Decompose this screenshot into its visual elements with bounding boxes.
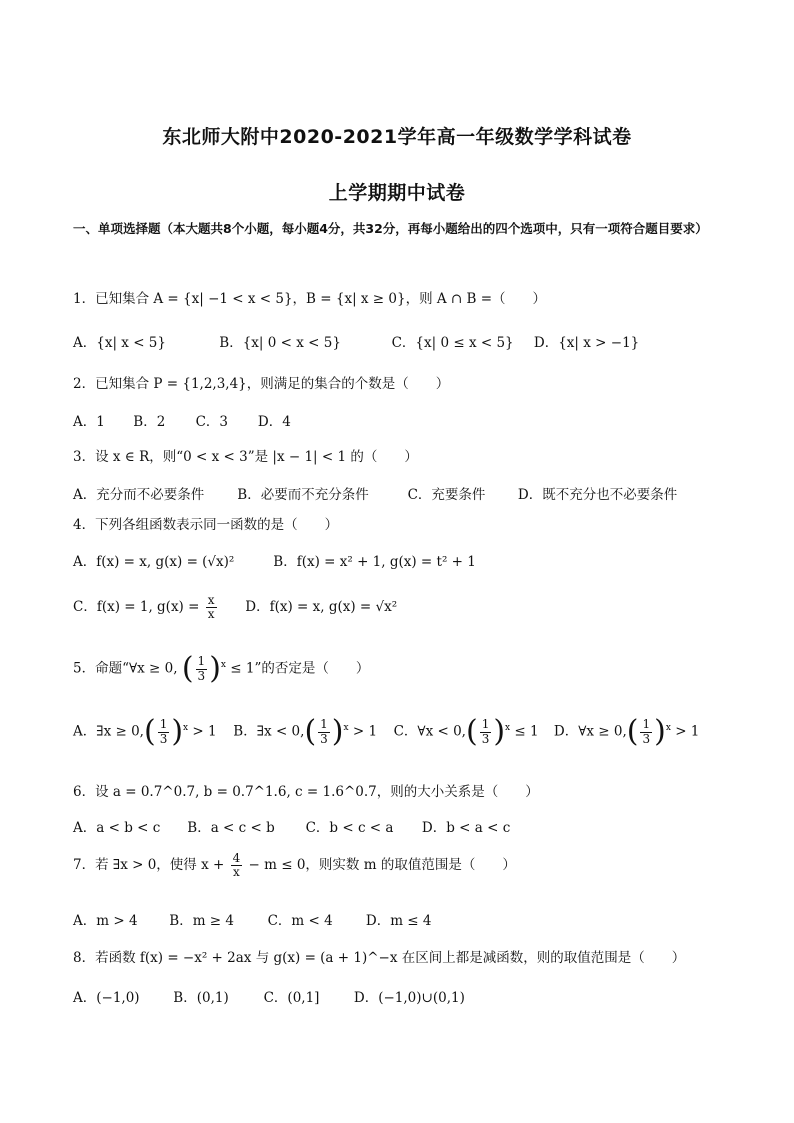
fraction-numerator: 1 (197, 654, 206, 669)
q7-option-a: A．m > 4 (73, 913, 138, 929)
exam-title: 东北师大附中2020-2021学年高一年级数学学科试卷 (162, 126, 632, 148)
question-1-stem: 1．已知集合 A = {x| −1 < x < 5}，B = {x| x ≥ 0}，则 A ∩ B =（ ） (73, 291, 547, 307)
fraction-denominator: x (207, 607, 215, 622)
q3-option-a: A．充分而不必要条件 (73, 487, 205, 503)
q3-option-d: D．既不充分也不必要条件 (517, 487, 678, 503)
q7-option-d: D．m ≤ 4 (365, 913, 432, 929)
question-6-stem: 6．设 a = 0.7^0.7, b = 0.7^1.6, c = 1.6^0.7，则的大小关系是（ ） (73, 784, 539, 800)
q5-option-d-post: > 1 (675, 723, 700, 740)
question-3-stem: 3．设 x ∈ R，则“0 < x < 3”是 |x − 1| < 1 的（ ） (73, 449, 418, 465)
q5-option-c-post: ≤ 1 (514, 723, 539, 740)
fraction-numerator: 1 (320, 717, 328, 732)
q5-option-a-fraction (158, 718, 170, 745)
q5-option-c (393, 714, 550, 749)
q5-stem-post: ≤ 1”的否定是（ ） (230, 660, 370, 677)
q4-option-a: A．f(x) = x, g(x) = (√x)² (73, 554, 235, 570)
q3-option-b: B．必要而不充分条件 (237, 487, 369, 503)
fraction-denominator: 3 (159, 731, 168, 746)
q2-option-c: C．3 (195, 414, 229, 430)
fraction-denominator: 3 (481, 731, 490, 746)
q5-option-b (233, 714, 389, 749)
question-8-options (73, 986, 733, 1006)
q5-option-d (553, 714, 700, 749)
fraction-numerator: 1 (642, 717, 651, 732)
q7-stem-post: − m ≤ 0，则实数 m 的取值范围是（ ） (248, 857, 516, 874)
fraction-numerator: 1 (159, 717, 168, 732)
left-paren: ( (181, 651, 194, 686)
exponent: x (343, 723, 349, 733)
left-paren: ( (304, 714, 317, 749)
question-8-stem: 8．若函数 f(x) = −x² + 2ax 与 g(x) = (a + 1)^−x 在区间上都是减函数，则的取值范围是（ ） (73, 950, 686, 966)
q7-option-b: B．m ≥ 4 (169, 913, 235, 929)
q4-option-c-fraction (206, 594, 217, 621)
q8-option-b: B．(0,1) (173, 990, 229, 1006)
right-paren: ) (654, 714, 666, 749)
q5-option-d-pre: D．∀x ≥ 0, (553, 723, 627, 740)
q7-fraction (231, 852, 243, 879)
q5-option-a-post: > 1 (192, 723, 217, 740)
exam-subtitle: 上学期期中试卷 (328, 182, 466, 204)
q6-option-d: D．b < a < c (421, 820, 511, 836)
fraction-denominator: 3 (320, 731, 328, 746)
q8-option-d: D．(−1,0)∪(0,1) (353, 990, 465, 1006)
fraction-denominator: 3 (642, 731, 651, 746)
question-1-options (73, 331, 733, 351)
q7-option-c: C．m < 4 (267, 913, 333, 929)
question-5-stem (73, 651, 733, 686)
q5-option-a (73, 714, 229, 749)
q8-option-c: C．(0,1] (263, 990, 320, 1006)
q2-option-d: D．4 (257, 414, 291, 430)
question-5-options (73, 714, 733, 749)
q4-option-d: D．f(x) = x, g(x) = √x² (245, 599, 398, 616)
q4-option-b: B．f(x) = x² + 1, g(x) = t² + 1 (273, 554, 476, 570)
q5-option-b-pre: B．∃x < 0, (233, 723, 305, 740)
q1-option-c: C．{x| 0 ≤ x < 5} (391, 335, 514, 351)
question-6-options (73, 816, 733, 836)
q5-option-c-pre: C．∀x < 0, (393, 723, 466, 740)
q8-option-a: A．(−1,0) (73, 990, 140, 1006)
q5-option-c-fraction (480, 718, 492, 745)
right-paren: ) (209, 651, 221, 686)
q7-stem-pre: 7．若 ∃x > 0，使得 x + (73, 857, 225, 874)
fraction-numerator: 1 (481, 717, 490, 732)
fraction-denominator: 3 (197, 668, 206, 683)
left-paren: ( (143, 714, 156, 749)
question-7-stem (73, 852, 733, 879)
exponent: x (220, 660, 226, 670)
question-2-stem: 2．已知集合 P = {1,2,3,4}，则满足的集合的个数是（ ） (73, 376, 450, 392)
q6-option-a: A．a < b < c (73, 820, 161, 836)
exponent: x (505, 723, 511, 733)
q3-option-c: C．充要条件 (407, 487, 486, 503)
q5-option-b-fraction (318, 718, 330, 745)
q5-stem-pre: 5．命题“∀x ≥ 0, (73, 660, 178, 677)
q2-option-a: A．1 (73, 414, 105, 430)
q5-option-b-post: > 1 (352, 723, 378, 740)
left-paren: ( (626, 714, 639, 749)
fraction-denominator: x (233, 865, 240, 880)
q5-option-a-pre: A．∃x ≥ 0, (73, 723, 144, 740)
q2-option-b: B．2 (133, 414, 166, 430)
right-paren: ) (171, 714, 184, 749)
fraction-numerator: 4 (232, 851, 241, 865)
q6-option-c: C．b < c < a (305, 820, 394, 836)
q5-option-d-fraction (640, 718, 652, 745)
q1-option-a: A．{x| x < 5} (73, 335, 166, 351)
question-3-options (73, 483, 733, 503)
question-4-options-ab (73, 550, 733, 570)
right-paren: ) (331, 714, 344, 749)
section-header: 一、单项选择题（本大题共8个小题，每小题4分，共32分，再每小题给出的四个选项中，只有一项符合题目要求） (73, 221, 708, 236)
q1-option-b: B．{x| 0 < x < 5} (219, 335, 341, 351)
exponent: x (183, 723, 189, 733)
q5-fraction (196, 655, 208, 682)
q4-option-c (73, 594, 241, 621)
q1-option-d: D．{x| x > −1} (533, 335, 640, 351)
exponent: x (665, 723, 671, 733)
right-paren: ) (493, 714, 506, 749)
left-paren: ( (465, 714, 478, 749)
q6-option-b: B．a < c < b (187, 820, 275, 836)
q4-option-c-text: C．f(x) = 1, g(x) = (73, 599, 200, 616)
question-2-options (73, 410, 733, 430)
fraction-numerator: x (207, 593, 215, 607)
question-7-options (73, 909, 733, 929)
question-4-options-cd (73, 594, 733, 621)
question-4-stem: 4．下列各组函数表示同一函数的是（ ） (73, 517, 339, 533)
